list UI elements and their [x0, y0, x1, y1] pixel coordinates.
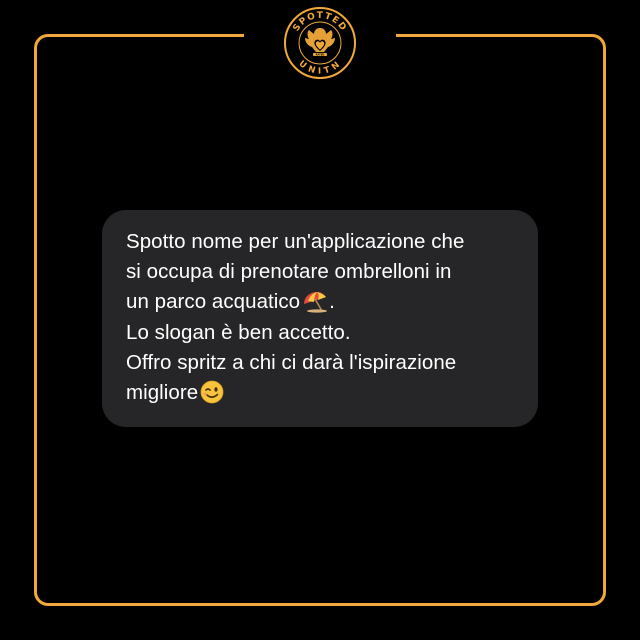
message-line-5: Offro spritz a chi ci darà l'ispirazione: [126, 350, 457, 374]
spotted-unitn-logo: [283, 6, 357, 80]
logo-top-text: SPOTTED: [291, 10, 349, 34]
message-line-3-text: un parco acquatico: [126, 290, 301, 314]
message-line-2: si occupa di prenotare ombrelloni in: [126, 260, 452, 284]
message-line-3-end: .: [329, 290, 335, 314]
winking-face-icon: [199, 380, 225, 404]
message-line-3: [126, 287, 516, 317]
message-line-6: [126, 378, 516, 408]
message-bubble: [102, 210, 538, 427]
logo-bottom-text: UNITN: [296, 58, 344, 77]
message-line-6-text: migliore: [126, 381, 199, 405]
logo-small-text: RATED: [315, 53, 325, 57]
umbrella-on-ground-icon: [301, 289, 329, 313]
message-line-4: Lo slogan è ben accetto.: [126, 320, 351, 344]
message-line-1: Spotto nome per un'applicazione che: [126, 230, 465, 253]
